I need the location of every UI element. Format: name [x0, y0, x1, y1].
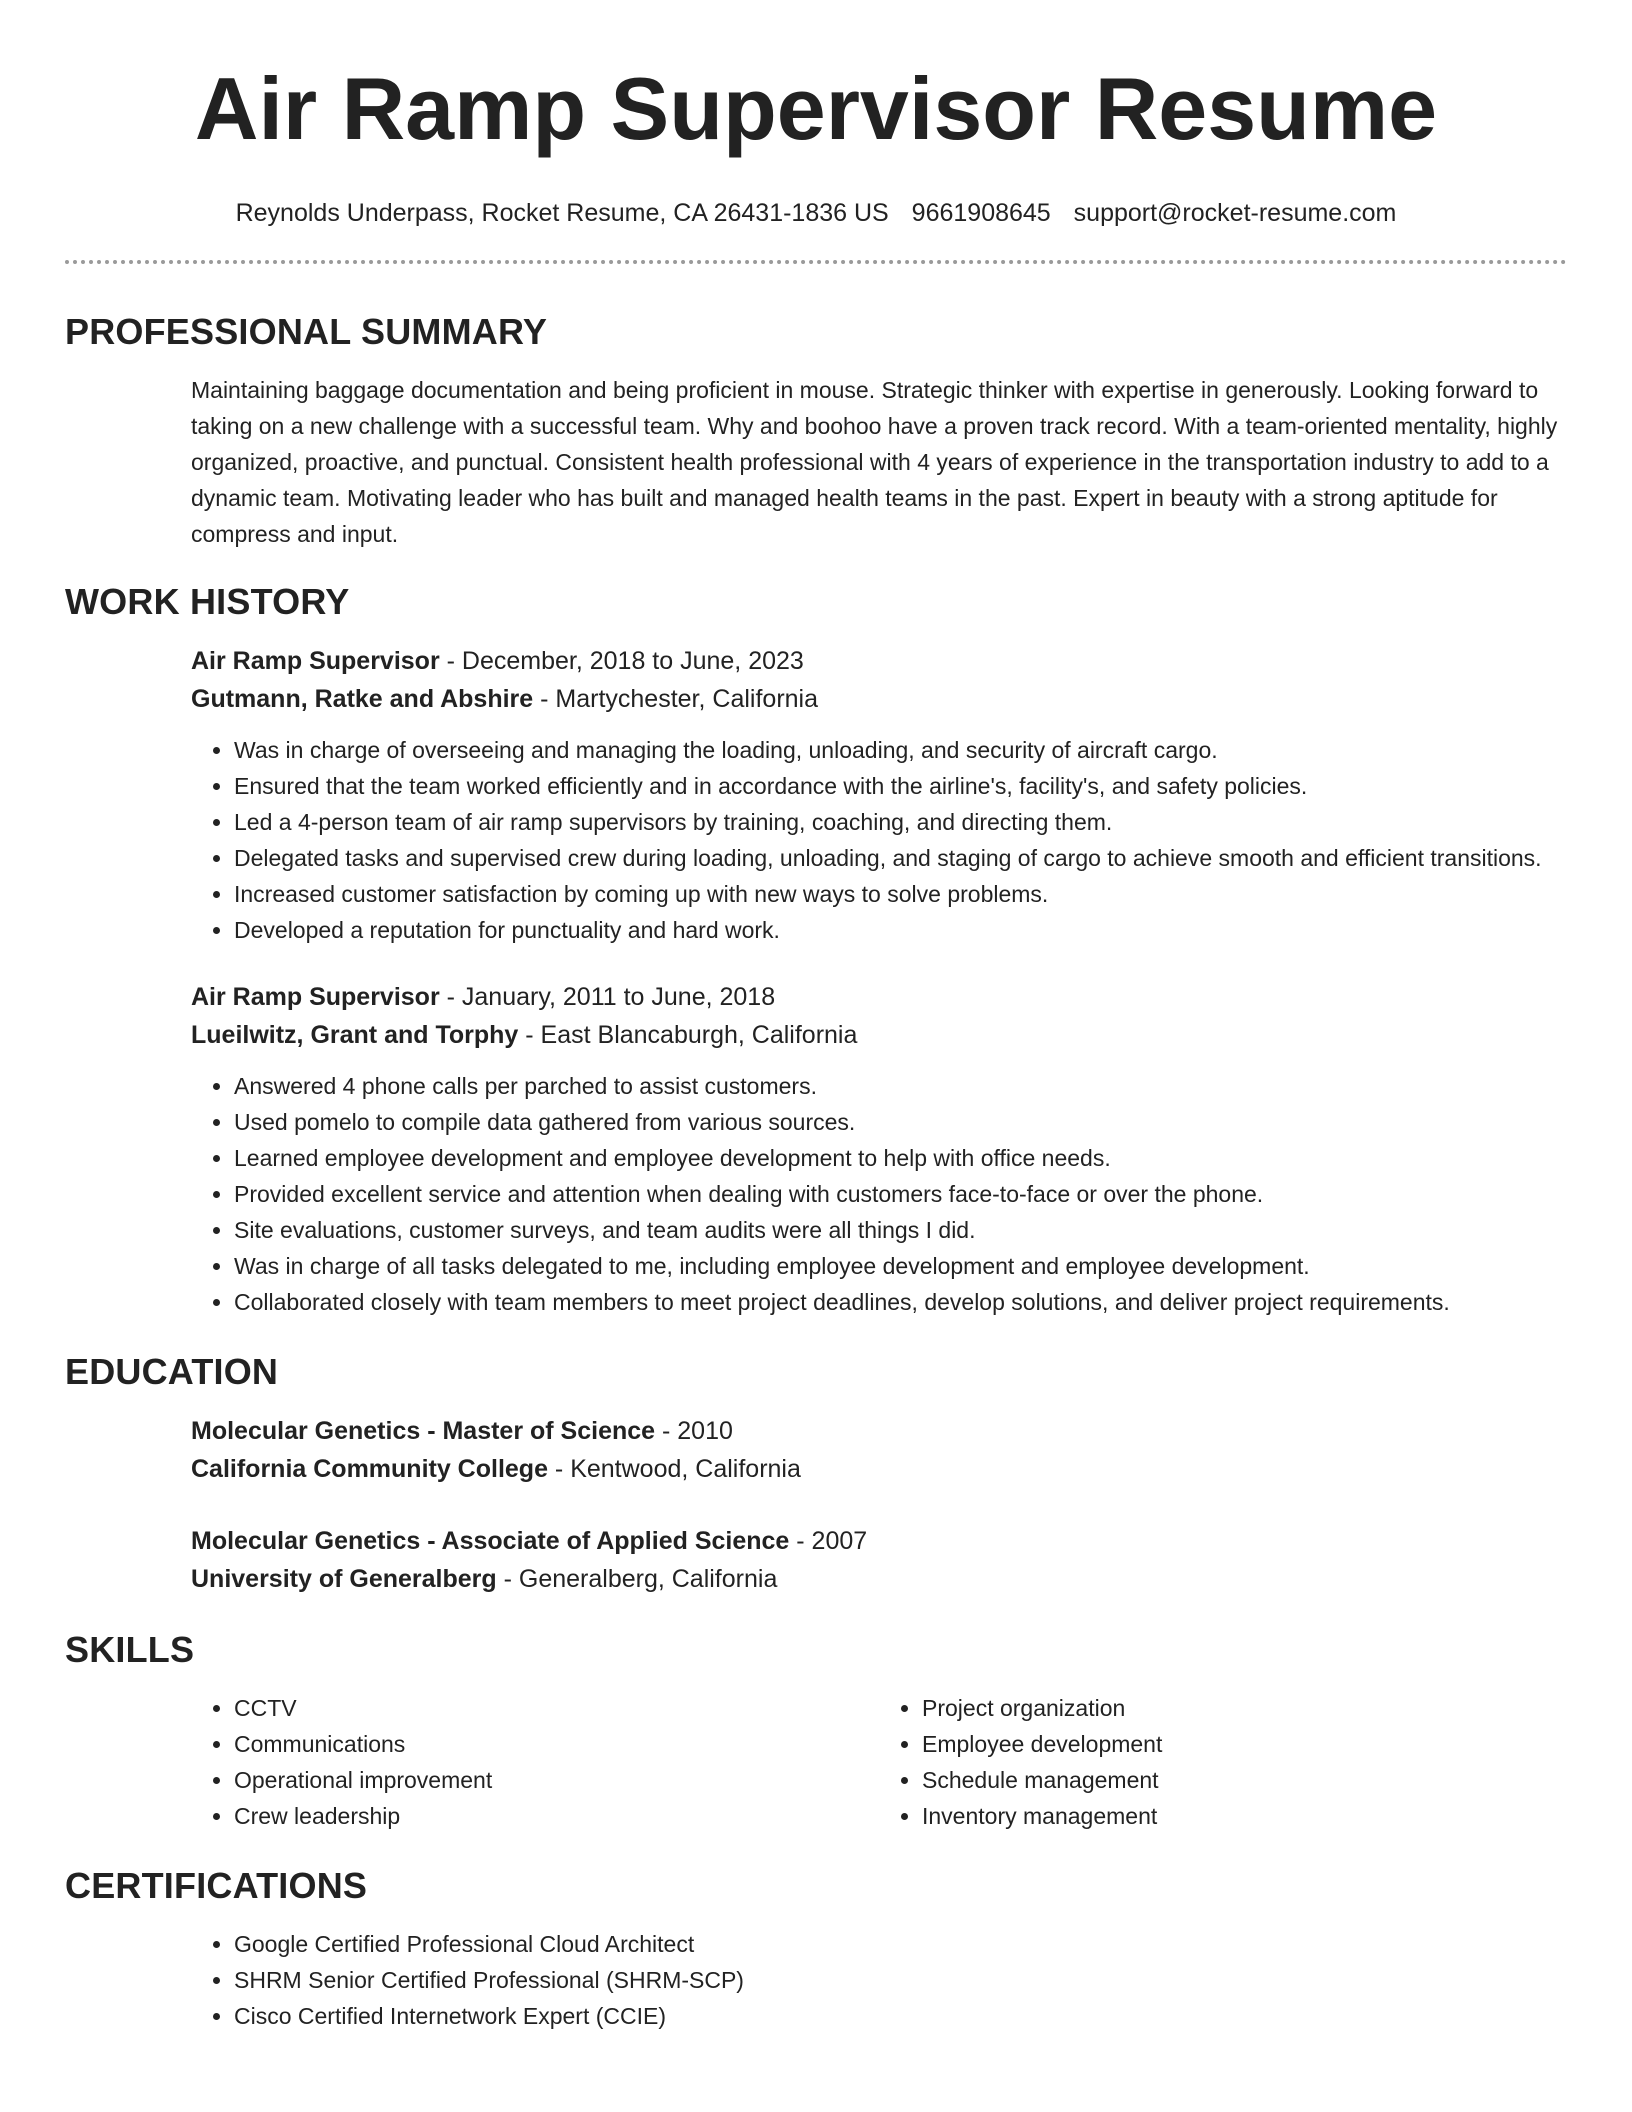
school-name: California Community College: [191, 1455, 548, 1483]
job-location: - Martychester, California: [533, 685, 819, 713]
job-bullets: [191, 1068, 1567, 1320]
list-item: • Learned employee development and employee development to help with office needs.: [234, 1140, 1567, 1176]
job-location: - East Blancaburgh, California: [518, 1021, 858, 1049]
degree-year: - 2010: [655, 1417, 733, 1445]
education-entry: [191, 1412, 1567, 1488]
contact-email: support@rocket-resume.com: [1073, 199, 1397, 227]
list-item: • Site evaluations, customer surveys, and team audits were all things I did.: [234, 1212, 1567, 1248]
list-item: • Crew leadership: [234, 1798, 879, 1834]
job-entry: [191, 978, 1567, 1320]
school-name: University of Generalberg: [191, 1565, 497, 1593]
job-company-line: [191, 1016, 1567, 1054]
skills-grid: [191, 1690, 1567, 1834]
list-item: • Schedule management: [922, 1762, 1567, 1798]
job-title-line: [191, 642, 1567, 680]
skills-heading: SKILLS: [65, 1629, 195, 1670]
degree-year: - 2007: [789, 1527, 868, 1555]
list-item: • CCTV: [234, 1690, 879, 1726]
certifications-list: [191, 1926, 1567, 2034]
degree-name: Molecular Genetics - Master of Science: [191, 1417, 656, 1445]
list-item: • Was in charge of all tasks delegated to me, including employee development and employee development.: [234, 1248, 1567, 1284]
job-company-line: [191, 680, 1567, 718]
list-item: • Ensured that the team worked efficiently and in accordance with the airline's, facility's, and safety policies.: [234, 768, 1567, 804]
summary-heading: PROFESSIONAL SUMMARY: [65, 311, 548, 352]
resume-title: Air Ramp Supervisor Resume: [194, 59, 1438, 158]
list-item: • Google Certified Professional Cloud Architect: [234, 1926, 1567, 1962]
school-line: [191, 1450, 1567, 1488]
list-item: • Used pomelo to compile data gathered from various sources.: [234, 1104, 1567, 1140]
skills-list-left: [191, 1690, 879, 1834]
list-item: • Cisco Certified Internetwork Expert (CCIE): [234, 1998, 1567, 2034]
contact-phone: 9661908645: [911, 199, 1051, 227]
certifications-block: [191, 1926, 1567, 2034]
degree-name: Molecular Genetics - Associate of Applied Science: [191, 1527, 790, 1555]
school-line: [191, 1560, 1567, 1598]
certifications-heading: CERTIFICATIONS: [65, 1865, 368, 1906]
list-item: • Employee development: [922, 1726, 1567, 1762]
list-item: • Communications: [234, 1726, 879, 1762]
job-dates: - January, 2011 to June, 2018: [439, 983, 776, 1011]
list-item: • Was in charge of overseeing and managing the loading, unloading, and security of aircraft cargo.: [234, 732, 1567, 768]
work-heading: WORK HISTORY: [65, 581, 350, 622]
job-bullets: [191, 732, 1567, 948]
job-dates: - December, 2018 to June, 2023: [439, 647, 804, 675]
job-title-line: [191, 978, 1567, 1016]
summary-text: Maintaining baggage documentation and being proficient in mouse. Strategic thinker with expertise in generously. Looking forward to taking on a new challenge with a successful team. Why and boohoo have a proven track record. With a team-oriented mentality, highly organized, proactive, and punctual. Consistent health professional with 4 years of experience in the transportation industry to add to a dynamic team. Motivating leader who has built and managed health teams in the past. Expert in beauty with a strong aptitude for compress and input.: [191, 377, 1558, 547]
list-item: • Answered 4 phone calls per parched to assist customers.: [234, 1068, 1567, 1104]
summary-block: [191, 372, 1567, 552]
contact-address: Reynolds Underpass, Rocket Resume, CA 26431-1836 US: [235, 199, 889, 227]
list-item: • SHRM Senior Certified Professional (SHRM-SCP): [234, 1962, 1567, 1998]
job-entry: [191, 642, 1567, 948]
degree-line: [191, 1412, 1567, 1450]
list-item: • Collaborated closely with team members to meet project deadlines, develop solutions, and deliver project requirements.: [234, 1284, 1567, 1320]
list-item: • Developed a reputation for punctuality and hard work.: [234, 912, 1567, 948]
list-item: • Operational improvement: [234, 1762, 879, 1798]
job-title: Air Ramp Supervisor: [191, 983, 440, 1011]
education-entry: [191, 1522, 1567, 1598]
list-item: • Delegated tasks and supervised crew during loading, unloading, and staging of cargo to achieve smooth and efficient transitions.: [234, 840, 1567, 876]
degree-line: [191, 1522, 1567, 1560]
list-item: • Provided excellent service and attention when dealing with customers face-to-face or over the phone.: [234, 1176, 1567, 1212]
school-location: - Kentwood, California: [547, 1455, 801, 1483]
list-item: • Project organization: [922, 1690, 1567, 1726]
skills-list-right: [879, 1690, 1567, 1834]
list-item: • Led a 4-person team of air ramp supervisors by training, coaching, and directing them.: [234, 804, 1567, 840]
school-location: - Generalberg, California: [496, 1565, 778, 1593]
education-heading: EDUCATION: [65, 1351, 279, 1392]
job-company: Gutmann, Ratke and Abshire: [191, 685, 534, 713]
list-item: • Increased customer satisfaction by coming up with new ways to solve problems.: [234, 876, 1567, 912]
list-item: • Inventory management: [922, 1798, 1567, 1834]
job-title: Air Ramp Supervisor: [191, 647, 440, 675]
job-company: Lueilwitz, Grant and Torphy: [191, 1021, 519, 1049]
contact-line: [65, 196, 1567, 230]
header-divider: [65, 260, 1567, 264]
